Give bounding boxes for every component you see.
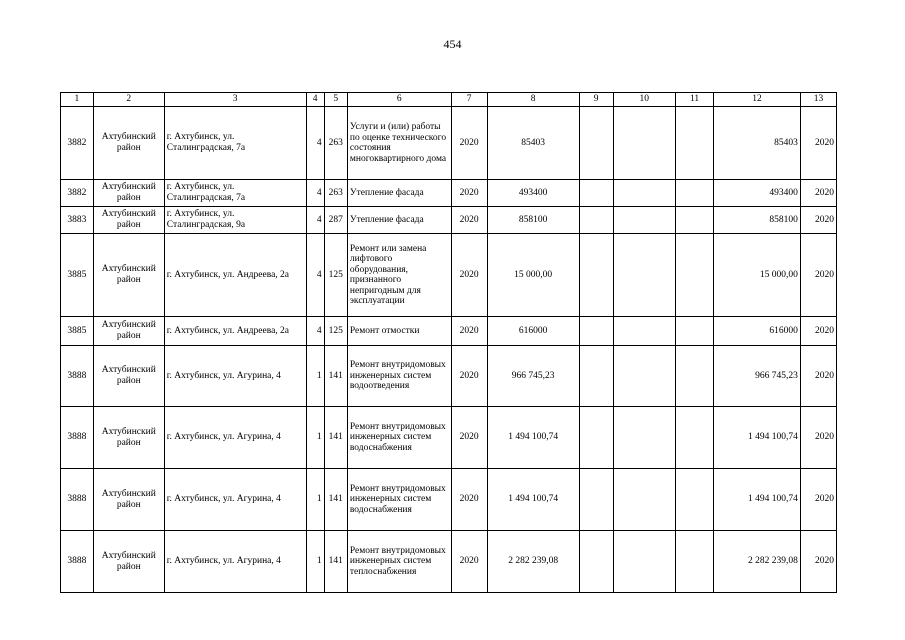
address-cell: г. Ахтубинск, ул. Сталинградская, 7а [164, 180, 306, 207]
col11-cell [676, 317, 714, 346]
district-cell: Ахтубинский район [93, 317, 164, 346]
total-cost-cell: 493400 [714, 180, 801, 207]
column-header: 2 [93, 93, 164, 107]
table-row [61, 317, 837, 346]
col11-cell [676, 531, 714, 593]
address-cell: г. Ахтубинск, ул. Агурина, 4 [164, 469, 306, 531]
floors-cell: 4 [306, 180, 324, 207]
apartments-cell: 141 [324, 469, 347, 531]
col10-cell [613, 180, 675, 207]
floors-cell: 4 [306, 107, 324, 180]
work-type-cell: Ремонт или замена лифтового оборудования, признанного непригодным для эксплуатации [347, 234, 451, 317]
col9-cell [579, 407, 613, 469]
table-row [61, 407, 837, 469]
year-cell: 2020 [451, 107, 487, 180]
floors-cell: 4 [306, 207, 324, 234]
table-row [61, 180, 837, 207]
col11-cell [676, 207, 714, 234]
column-header: 13 [800, 93, 836, 107]
col9-cell [579, 346, 613, 407]
address-cell: г. Ахтубинск, ул. Сталинградская, 7а [164, 107, 306, 180]
column-header: 10 [613, 93, 675, 107]
cost-cell: 493400 [487, 180, 579, 207]
table-row [61, 207, 837, 234]
apartments-cell: 287 [324, 207, 347, 234]
cost-cell: 1 494 100,74 [487, 407, 579, 469]
district-cell: Ахтубинский район [93, 407, 164, 469]
district-cell: Ахтубинский район [93, 207, 164, 234]
total-cost-cell: 1 494 100,74 [714, 407, 801, 469]
district-cell: Ахтубинский район [93, 469, 164, 531]
district-cell: Ахтубинский район [93, 531, 164, 593]
col11-cell [676, 180, 714, 207]
column-header: 11 [676, 93, 714, 107]
address-cell: г. Ахтубинск, ул. Агурина, 4 [164, 346, 306, 407]
apartments-cell: 141 [324, 531, 347, 593]
row-number-cell: 3888 [61, 407, 94, 469]
row-number-cell: 3888 [61, 346, 94, 407]
row-number-cell: 3885 [61, 234, 94, 317]
row-number-cell: 3888 [61, 531, 94, 593]
total-cost-cell: 858100 [714, 207, 801, 234]
row-number-cell: 3883 [61, 207, 94, 234]
column-header: 1 [61, 93, 94, 107]
work-type-cell: Услуги и (или) работы по оценке технического состояния многоквартирного дома [347, 107, 451, 180]
col11-cell [676, 346, 714, 407]
work-type-cell: Утепление фасада [347, 180, 451, 207]
completion-year-cell: 2020 [800, 407, 836, 469]
row-number-cell: 3882 [61, 180, 94, 207]
apartments-cell: 141 [324, 346, 347, 407]
column-header: 3 [164, 93, 306, 107]
cost-cell: 858100 [487, 207, 579, 234]
row-number-cell: 3885 [61, 317, 94, 346]
page-number: 454 [443, 37, 462, 51]
column-header: 6 [347, 93, 451, 107]
apartments-cell: 141 [324, 407, 347, 469]
col9-cell [579, 107, 613, 180]
column-header: 9 [579, 93, 613, 107]
col9-cell [579, 180, 613, 207]
address-cell: г. Ахтубинск, ул. Агурина, 4 [164, 531, 306, 593]
cost-cell: 966 745,23 [487, 346, 579, 407]
col11-cell [676, 234, 714, 317]
completion-year-cell: 2020 [800, 234, 836, 317]
table-row [61, 107, 837, 180]
cost-cell: 616000 [487, 317, 579, 346]
col10-cell [613, 234, 675, 317]
col10-cell [613, 207, 675, 234]
year-cell: 2020 [451, 469, 487, 531]
year-cell: 2020 [451, 531, 487, 593]
address-cell: г. Ахтубинск, ул. Сталинградская, 9а [164, 207, 306, 234]
column-header: 12 [714, 93, 801, 107]
total-cost-cell: 85403 [714, 107, 801, 180]
col10-cell [613, 531, 675, 593]
cost-cell: 15 000,00 [487, 234, 579, 317]
cost-cell: 1 494 100,74 [487, 469, 579, 531]
col11-cell [676, 107, 714, 180]
year-cell: 2020 [451, 317, 487, 346]
total-cost-cell: 966 745,23 [714, 346, 801, 407]
col10-cell [613, 346, 675, 407]
completion-year-cell: 2020 [800, 207, 836, 234]
address-cell: г. Ахтубинск, ул. Андреева, 2а [164, 317, 306, 346]
work-type-cell: Ремонт отмостки [347, 317, 451, 346]
work-schedule-table [60, 92, 837, 593]
completion-year-cell: 2020 [800, 180, 836, 207]
year-cell: 2020 [451, 234, 487, 317]
col9-cell [579, 234, 613, 317]
year-cell: 2020 [451, 207, 487, 234]
col10-cell [613, 469, 675, 531]
apartments-cell: 263 [324, 180, 347, 207]
column-header: 7 [451, 93, 487, 107]
floors-cell: 1 [306, 531, 324, 593]
work-type-cell: Ремонт внутридомовых инженерных систем водоотведения [347, 346, 451, 407]
total-cost-cell: 616000 [714, 317, 801, 346]
apartments-cell: 263 [324, 107, 347, 180]
cost-cell: 85403 [487, 107, 579, 180]
district-cell: Ахтубинский район [93, 180, 164, 207]
column-header: 8 [487, 93, 579, 107]
col10-cell [613, 107, 675, 180]
completion-year-cell: 2020 [800, 317, 836, 346]
completion-year-cell: 2020 [800, 107, 836, 180]
col11-cell [676, 469, 714, 531]
table-row [61, 346, 837, 407]
total-cost-cell: 2 282 239,08 [714, 531, 801, 593]
column-header: 5 [324, 93, 347, 107]
floors-cell: 1 [306, 407, 324, 469]
year-cell: 2020 [451, 346, 487, 407]
cost-cell: 2 282 239,08 [487, 531, 579, 593]
work-type-cell: Ремонт внутридомовых инженерных систем теплоснабжения [347, 531, 451, 593]
total-cost-cell: 15 000,00 [714, 234, 801, 317]
completion-year-cell: 2020 [800, 346, 836, 407]
total-cost-cell: 1 494 100,74 [714, 469, 801, 531]
year-cell: 2020 [451, 407, 487, 469]
column-header: 4 [306, 93, 324, 107]
col9-cell [579, 207, 613, 234]
column-number-header-row [61, 93, 837, 107]
work-type-cell: Ремонт внутридомовых инженерных систем водоснабжения [347, 407, 451, 469]
col9-cell [579, 317, 613, 346]
apartments-cell: 125 [324, 317, 347, 346]
floors-cell: 1 [306, 346, 324, 407]
completion-year-cell: 2020 [800, 469, 836, 531]
table-row [61, 234, 837, 317]
row-number-cell: 3888 [61, 469, 94, 531]
address-cell: г. Ахтубинск, ул. Андреева, 2а [164, 234, 306, 317]
work-type-cell: Ремонт внутридомовых инженерных систем водоснабжения [347, 469, 451, 531]
district-cell: Ахтубинский район [93, 346, 164, 407]
apartments-cell: 125 [324, 234, 347, 317]
floors-cell: 4 [306, 317, 324, 346]
floors-cell: 4 [306, 234, 324, 317]
col9-cell [579, 531, 613, 593]
col10-cell [613, 317, 675, 346]
table-row [61, 531, 837, 593]
district-cell: Ахтубинский район [93, 107, 164, 180]
table-row [61, 469, 837, 531]
district-cell: Ахтубинский район [93, 234, 164, 317]
col11-cell [676, 407, 714, 469]
year-cell: 2020 [451, 180, 487, 207]
row-number-cell: 3882 [61, 107, 94, 180]
address-cell: г. Ахтубинск, ул. Агурина, 4 [164, 407, 306, 469]
work-type-cell: Утепление фасада [347, 207, 451, 234]
table-body [61, 107, 837, 593]
floors-cell: 1 [306, 469, 324, 531]
col9-cell [579, 469, 613, 531]
completion-year-cell: 2020 [800, 531, 836, 593]
col10-cell [613, 407, 675, 469]
